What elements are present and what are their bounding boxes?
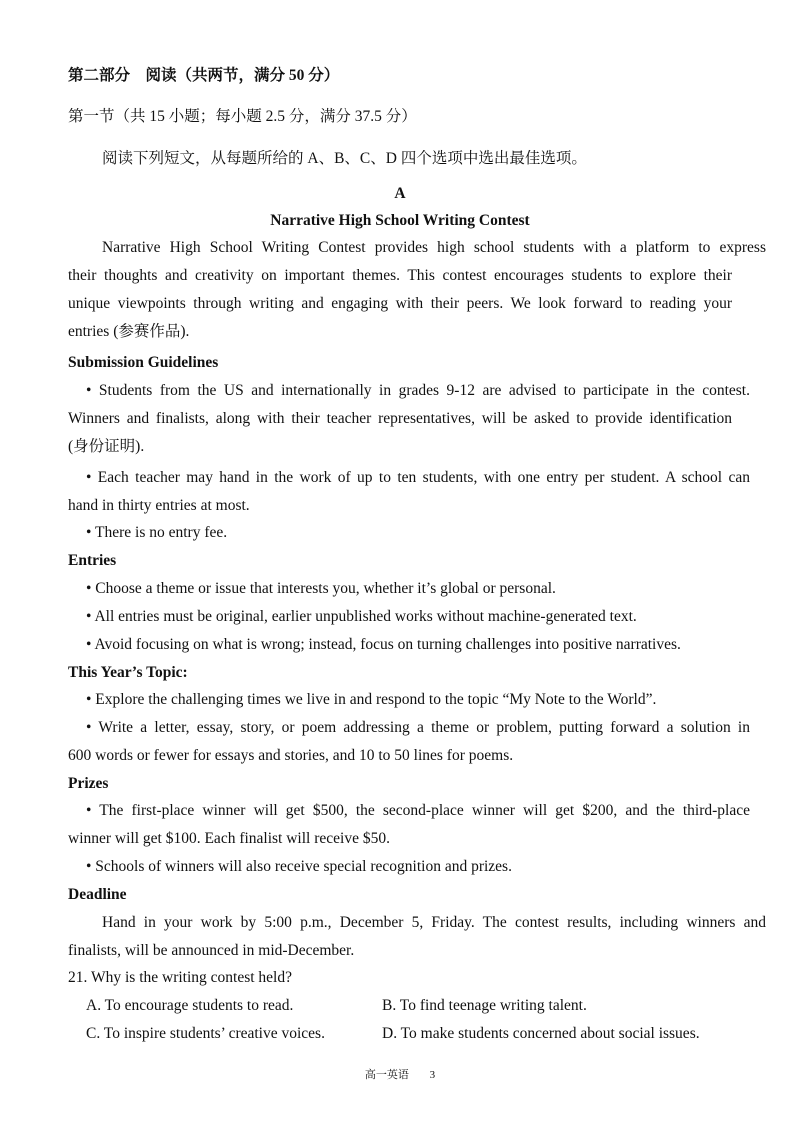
question-stem: 21. Why is the writing contest held? xyxy=(68,969,292,986)
intro-line: entries (参赛作品). xyxy=(68,323,190,340)
deadline-heading: Deadline xyxy=(68,886,127,903)
page-footer xyxy=(0,1066,800,1082)
entries-line: • Avoid focusing on what is wrong; instead, focus on turning challenges into positive narratives. xyxy=(86,636,681,653)
option-b: B. To find teenage writing talent. xyxy=(382,997,587,1014)
submission-line: • Students from the US and internationally in grades 9-12 are advised to participate in the contest. xyxy=(86,382,750,399)
prizes-line: winner will get $100. Each finalist will receive $50. xyxy=(68,830,390,847)
option-a: A. To encourage students to read. xyxy=(86,997,294,1014)
passage-letter: A xyxy=(394,185,406,202)
entries-heading: Entries xyxy=(68,552,117,569)
topic-heading: This Year’s Topic: xyxy=(68,664,188,681)
prizes-line: • The first-place winner will get $500, the second-place winner will get $200, and the third-place xyxy=(86,802,750,819)
submission-heading: Submission Guidelines xyxy=(68,354,219,371)
part-title: 第二部分 阅读（共两节，满分 50 分） xyxy=(68,67,340,84)
submission-line: Winners and finalists, along with their teacher representatives, will be asked to provide identification xyxy=(68,410,732,427)
topic-line: • Explore the challenging times we live in and respond to the topic “My Note to the World”. xyxy=(86,691,657,708)
page-number: 3 xyxy=(429,1069,436,1081)
intro-line: Narrative High School Writing Contest provides high school students with a platform to express xyxy=(102,239,766,256)
option-c: C. To inspire students’ creative voices. xyxy=(86,1025,325,1042)
passage-title: Narrative High School Writing Contest xyxy=(270,212,530,229)
deadline-line: Hand in your work by 5:00 p.m., December 5, Friday. The contest results, including winners and xyxy=(102,914,766,931)
entries-line: • Choose a theme or issue that interests you, whether it’s global or personal. xyxy=(86,580,556,597)
prizes-heading: Prizes xyxy=(68,775,109,792)
prizes-line: • Schools of winners will also receive special recognition and prizes. xyxy=(86,858,512,875)
submission-line: • There is no entry fee. xyxy=(86,524,228,541)
submission-line: • Each teacher may hand in the work of up to ten students, with one entry per student. A school can xyxy=(86,469,750,486)
submission-line: hand in thirty entries at most. xyxy=(68,497,250,514)
deadline-line: finalists, will be announced in mid-December. xyxy=(68,942,355,959)
submission-line: (身份证明). xyxy=(68,438,145,455)
topic-line: • Write a letter, essay, story, or poem addressing a theme or problem, putting forward a solution in xyxy=(86,719,750,736)
instruction-text: 阅读下列短文，从每题所给的 A、B、C、D 四个选项中选出最佳选项。 xyxy=(102,150,587,167)
footer-subject: 高一英语 xyxy=(364,1069,409,1081)
entries-line: • All entries must be original, earlier unpublished works without machine-generated text. xyxy=(86,608,637,625)
topic-line: 600 words or fewer for essays and stories, and 10 to 50 lines for poems. xyxy=(68,747,514,764)
intro-line: unique viewpoints through writing and engaging with their peers. We look forward to reading your xyxy=(68,295,732,312)
option-d: D. To make students concerned about social issues. xyxy=(382,1025,700,1042)
section-title: 第一节（共 15 小题；每小题 2.5 分，满分 37.5 分） xyxy=(68,108,417,125)
intro-line: their thoughts and creativity on important themes. This contest encourages students to explore their xyxy=(68,267,732,284)
